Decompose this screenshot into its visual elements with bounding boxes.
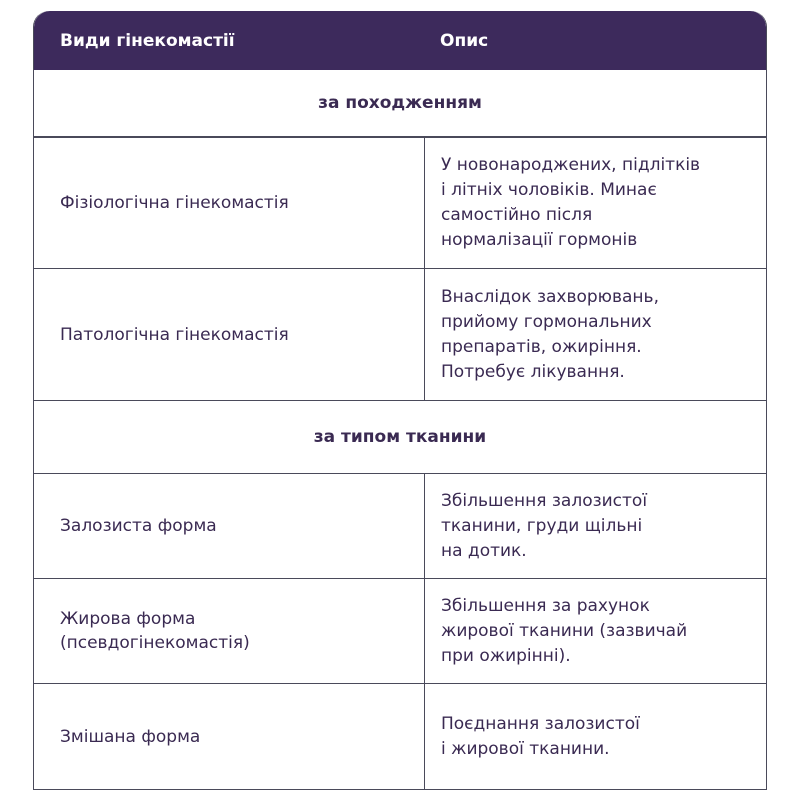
- table-header: [34, 11, 766, 70]
- row-name: Фізіологічна гінекомастія: [34, 138, 425, 268]
- row-description: Збільшення за рахунок жирової тканини (зазвичай при ожирінні).: [441, 595, 688, 666]
- section-title-origin: за походженням: [318, 93, 482, 113]
- table-row: [34, 473, 766, 578]
- section-title-tissue: за типом тканини: [34, 400, 766, 473]
- table-row: [34, 268, 766, 400]
- row-name: Жирова форма (псевдогінекомастія): [34, 579, 425, 683]
- header-description: Опис: [440, 30, 489, 51]
- row-description: У новонароджених, підлітків і літніх чоловіків. Минає самостійно після нормалізації гормонів: [441, 155, 701, 250]
- gynecomastia-types-table: [33, 11, 767, 790]
- row-description: Внаслідок захворювань, прийому гормональних препаратів, ожиріння. Потребує лікування.: [441, 286, 659, 382]
- row-description: Поєднання залозистої і жирової тканини.: [441, 713, 640, 759]
- row-description: Збільшення залозистої тканини, груди щільні на дотик.: [441, 490, 648, 561]
- row-name: Змішана форма: [34, 684, 425, 789]
- table-row: [34, 683, 766, 789]
- row-name: Залозиста форма: [34, 474, 425, 578]
- header-types: Види гінекомастії: [60, 30, 235, 51]
- row-name: Патологічна гінекомастія: [34, 269, 425, 400]
- table-row: [34, 578, 766, 683]
- table-row: [34, 136, 766, 268]
